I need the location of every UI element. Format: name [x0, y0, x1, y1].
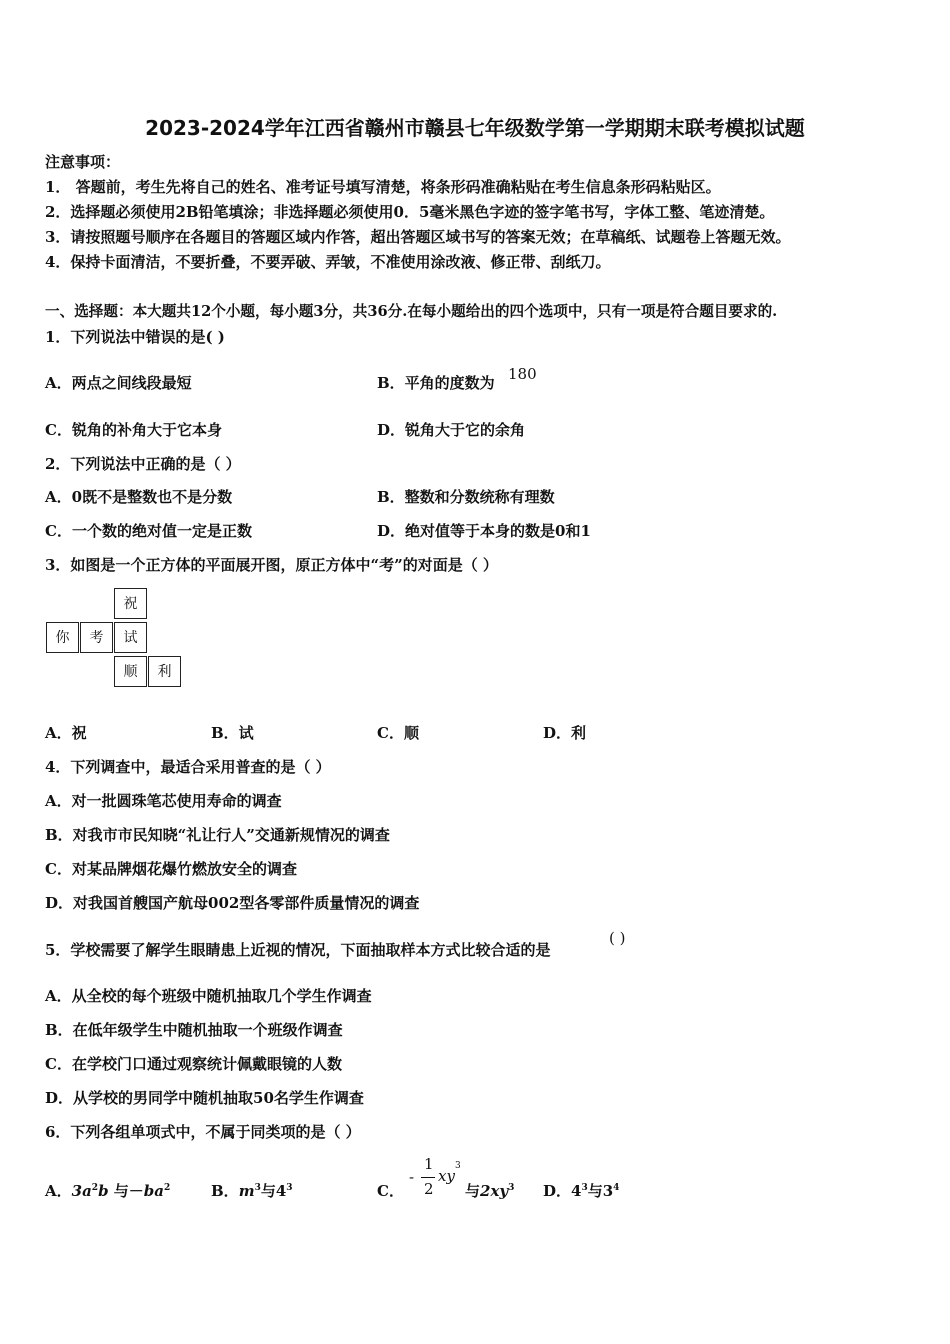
- q6-a-label: A．: [45, 1182, 72, 1200]
- q4-option-a: A．对一批圆珠笔芯使用寿命的调查: [45, 792, 282, 810]
- q6-c-variable: xy: [438, 1167, 455, 1185]
- q6-a-term3: ba: [143, 1182, 165, 1200]
- q6-a-exp2: 2: [164, 1183, 171, 1193]
- q5-option-c: C．在学校门口通过观察统计佩戴眼镜的人数: [45, 1055, 342, 1073]
- q6-d-with: 与: [587, 1182, 603, 1200]
- q6-b-with: 与: [260, 1182, 276, 1200]
- q3-stem: 3．如图是一个正方体的平面展开图，原正方体中“考”的对面是（ ）: [45, 556, 498, 574]
- q1-option-c: C．锐角的补角大于它本身: [45, 421, 222, 439]
- q4-option-b: B．对我市市民知晓“礼让行人”交通新规情况的调查: [45, 826, 390, 844]
- q4-stem: 4．下列调查中，最适合采用普查的是（ ）: [45, 758, 331, 776]
- q2-stem: 2．下列说法中正确的是（ ）: [45, 455, 241, 473]
- q5-paren: ( ): [609, 929, 626, 947]
- q6-c-with: 与: [465, 1182, 481, 1200]
- q2-option-b: B．整数和分数统称有理数: [377, 488, 555, 506]
- q1-option-b: B．平角的度数为: [377, 374, 495, 392]
- q6-option-c-label: C．: [377, 1182, 404, 1200]
- q6-b-label: B．: [211, 1182, 239, 1200]
- notice-heading: 注意事项：: [45, 153, 121, 171]
- cube-net-cell: 顺: [114, 656, 147, 687]
- cube-net-cell: 试: [114, 622, 147, 653]
- q6-b-exp1: 3: [254, 1183, 261, 1193]
- q6-c-numerator: 1: [424, 1155, 434, 1173]
- q6-d-term1: 4: [571, 1182, 582, 1200]
- q6-b-exp2: 3: [286, 1183, 293, 1193]
- q3-option-d: D．利: [543, 724, 587, 742]
- q6-a-with: 与－: [108, 1182, 144, 1200]
- q1-option-b-value: 180: [508, 365, 537, 383]
- q6-a-term2: b: [98, 1182, 109, 1200]
- q4-option-c: C．对某品牌烟花爆竹燃放安全的调查: [45, 860, 297, 878]
- q3-option-c: C．顺: [377, 724, 419, 742]
- q6-d-exp1: 3: [581, 1183, 588, 1193]
- q6-d-term2: 3: [602, 1182, 614, 1200]
- section-heading: 一、选择题：本大题共12个小题，每小题3分，共36分.在每小题给出的四个选项中，只有一项是符合题目要求的.: [45, 303, 778, 320]
- q6-c-exp: 3: [455, 1161, 461, 1171]
- q4-option-d: D．对我国首艘国产航母002型各零部件质量情况的调查: [45, 894, 420, 912]
- cube-net-cell: 祝: [114, 588, 147, 619]
- q6-option-d: [543, 1181, 619, 1201]
- notice-item-1: 1． 答题前，考生先将自己的姓名、准考证号填写清楚，将条形码准确粘贴在考生信息条形码粘贴区。: [45, 178, 721, 196]
- notice-item-2: 2．选择题必须使用2B铅笔填涂；非选择题必须使用0．5毫米黑色字迹的签字笔书写，字体工整、笔迹清楚。: [45, 203, 775, 221]
- q5-option-a: A．从全校的每个班级中随机抽取几个学生作调查: [45, 987, 372, 1005]
- q6-c-denominator: 2: [424, 1180, 434, 1198]
- q1-stem: 1．下列说法中错误的是( ): [45, 328, 225, 346]
- q6-c-fraction-bar: [421, 1177, 435, 1178]
- notice-item-3: 3．请按照题号顺序在各题目的答题区域内作答，超出答题区域书写的答案无效；在草稿纸、试题卷上答题无效。: [45, 228, 791, 246]
- q5-stem: 5．学校需要了解学生眼睛患上近视的情况，下面抽取样本方式比较合适的是: [45, 941, 551, 959]
- q5-option-d: D．从学校的男同学中随机抽取50名学生作调查: [45, 1089, 364, 1107]
- q6-b-term2: 4: [275, 1182, 287, 1200]
- q6-stem: 6．下列各组单项式中，不属于同类项的是（ ）: [45, 1123, 361, 1141]
- q5-option-b: B．在低年级学生中随机抽取一个班级作调查: [45, 1021, 343, 1039]
- q6-d-label: D．: [543, 1182, 572, 1200]
- q6-c-exp2: 3: [508, 1183, 515, 1193]
- cube-net-cell: 你: [46, 622, 79, 653]
- q6-option-a: [45, 1181, 170, 1201]
- q2-option-d: D．绝对值等于本身的数是0和1: [377, 522, 591, 540]
- q3-option-a: A．祝: [45, 724, 87, 742]
- q6-d-exp2: 4: [613, 1183, 620, 1193]
- page-title: 2023-2024学年江西省赣州市赣县七年级数学第一学期期末联考模拟试题: [145, 116, 805, 140]
- cube-net-cell: 考: [80, 622, 113, 653]
- q6-b-term1: m: [238, 1182, 255, 1200]
- q6-option-c-rest: [465, 1181, 514, 1201]
- q6-option-b: [211, 1181, 293, 1201]
- q3-option-b: B．试: [211, 724, 254, 742]
- q2-option-a: A．0既不是整数也不是分数: [45, 488, 233, 506]
- notice-item-4: 4．保持卡面清洁，不要折叠，不要弄破、弄皱，不准使用涂改液、修正带、刮纸刀。: [45, 253, 611, 271]
- q6-a-exp1: 2: [91, 1183, 99, 1193]
- cube-net-cell: 利: [148, 656, 181, 687]
- q2-option-c: C．一个数的绝对值一定是正数: [45, 522, 252, 540]
- q6-c-minus: -: [409, 1168, 415, 1186]
- q1-option-d: D．锐角大于它的余角: [377, 421, 526, 439]
- q6-c-term2: 2xy: [480, 1182, 509, 1200]
- q1-option-a: A．两点之间线段最短: [45, 374, 192, 392]
- q6-a-term1: 3a: [71, 1182, 92, 1200]
